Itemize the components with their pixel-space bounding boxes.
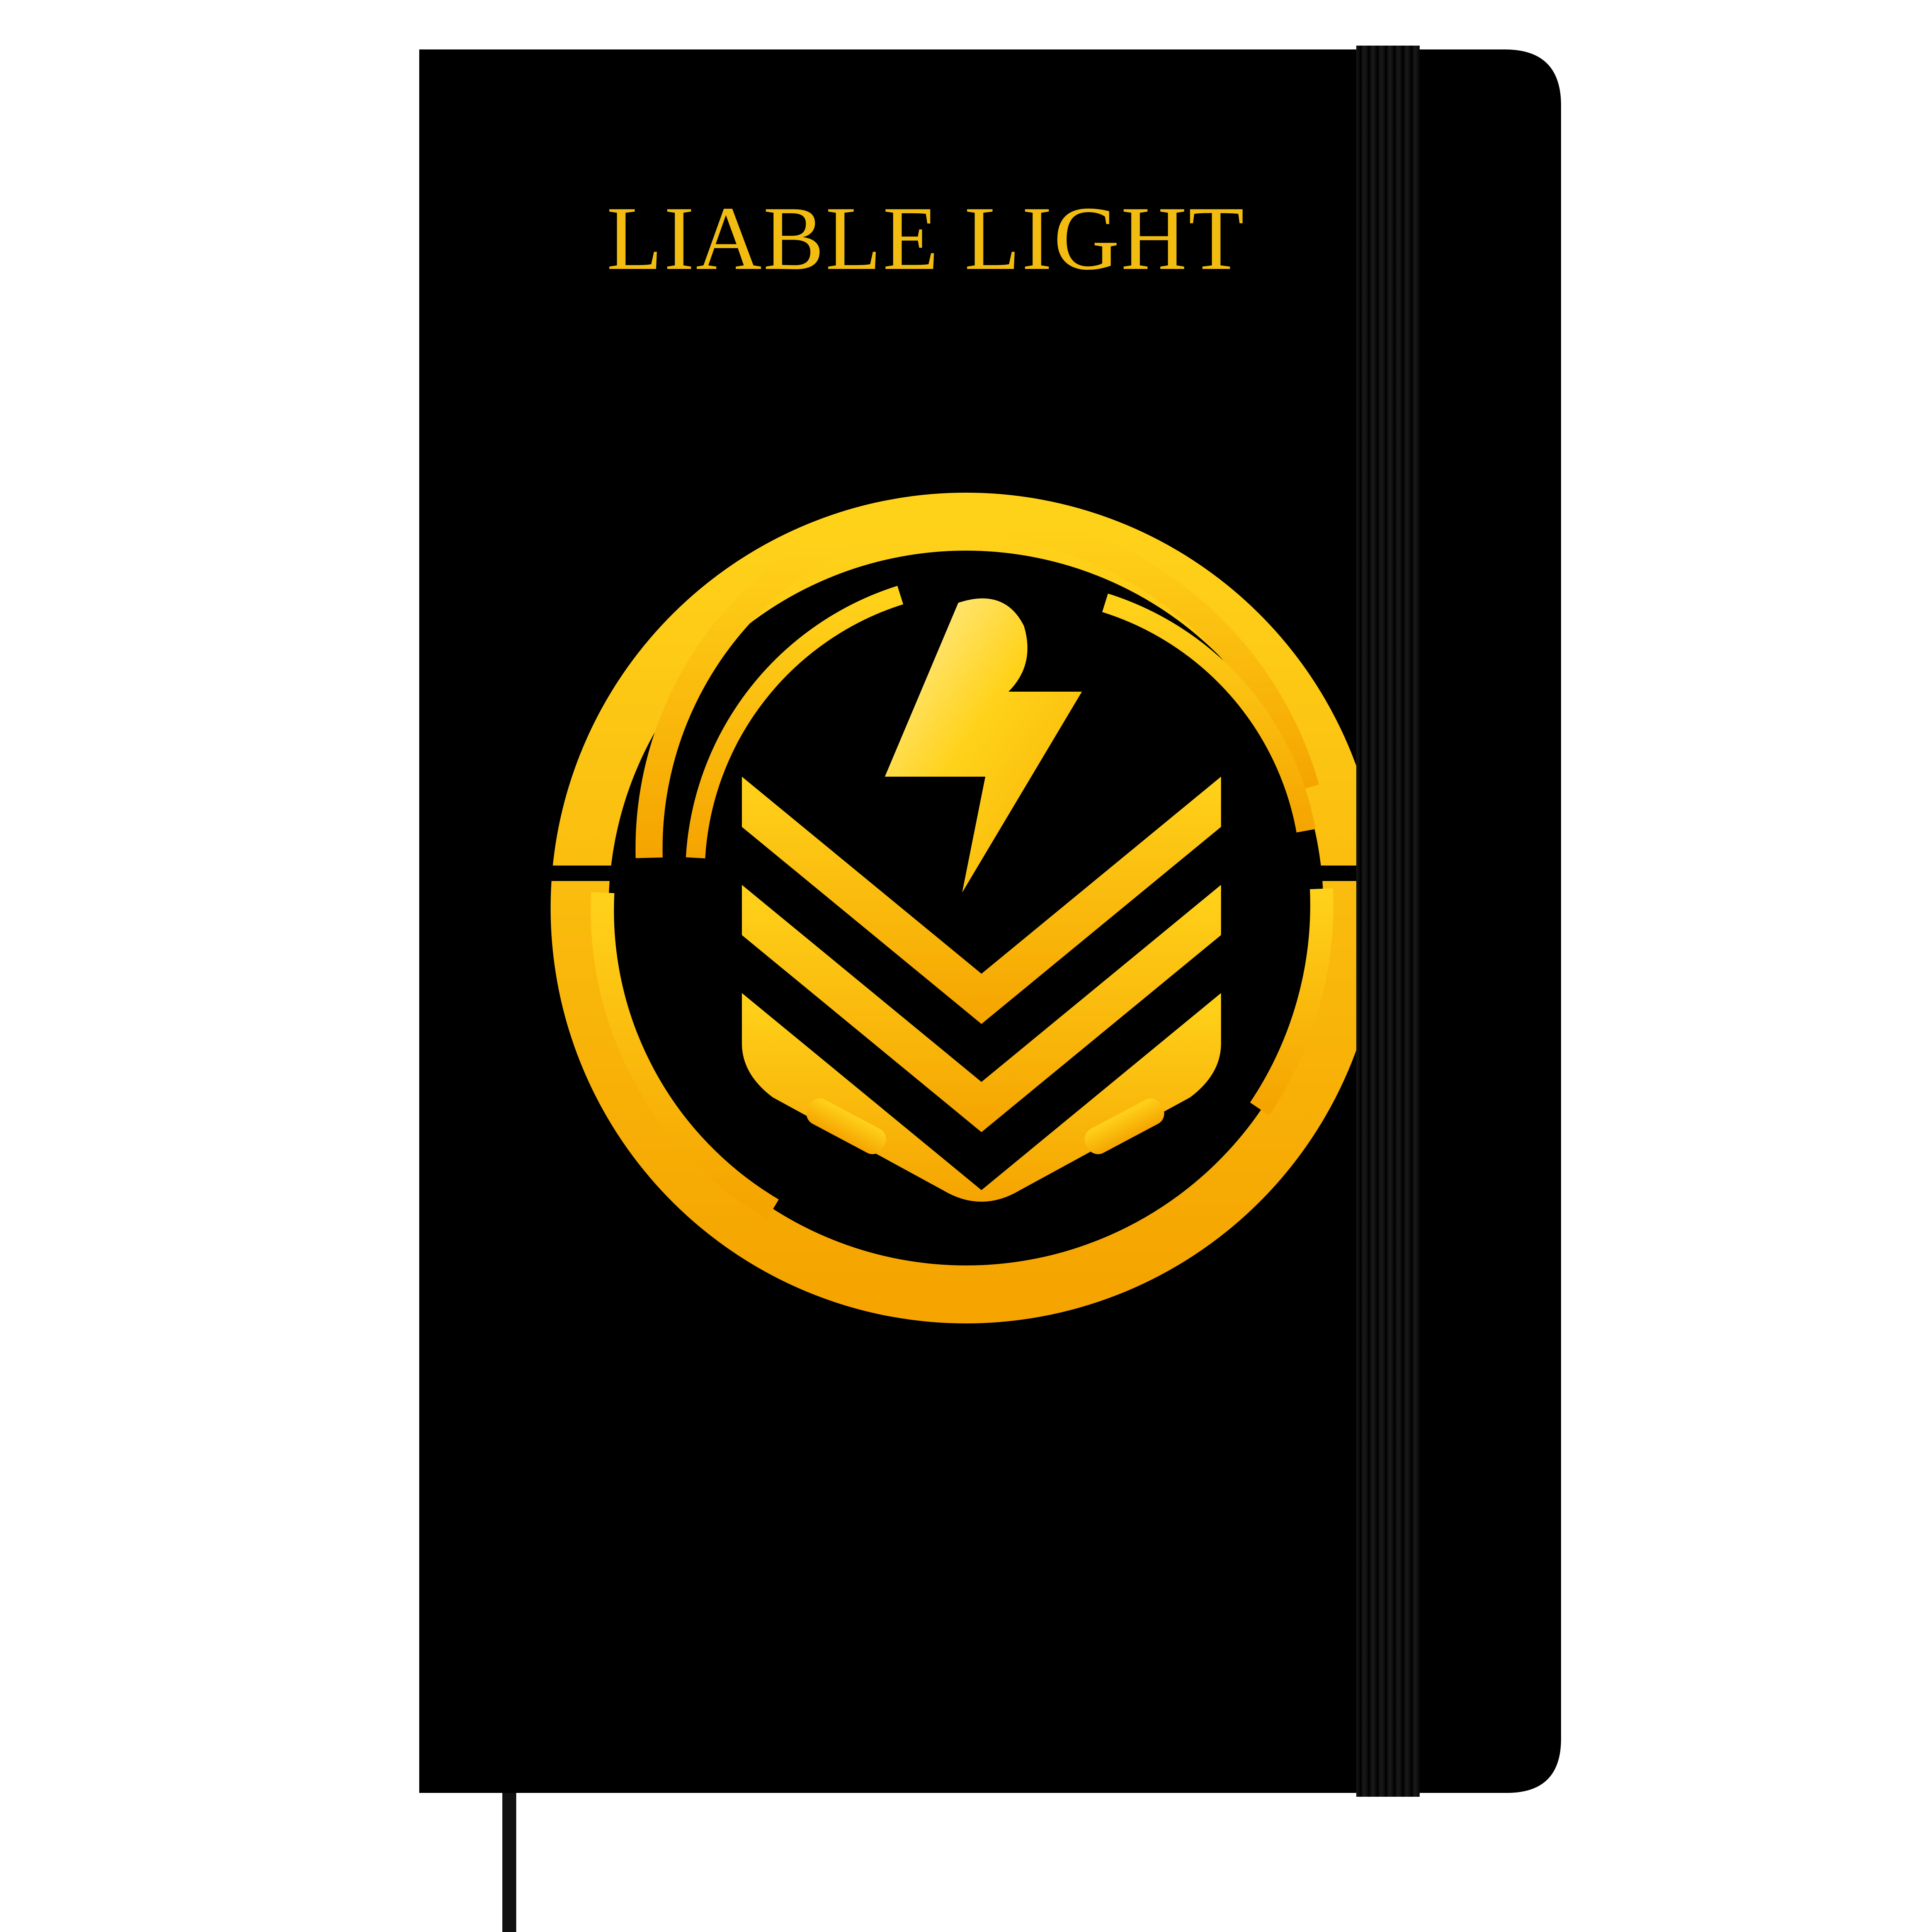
notebook-title: LIABLE LIGHT xyxy=(607,188,1246,289)
elastic-band xyxy=(1356,46,1420,1797)
bookmark-ribbon xyxy=(502,1793,516,1932)
